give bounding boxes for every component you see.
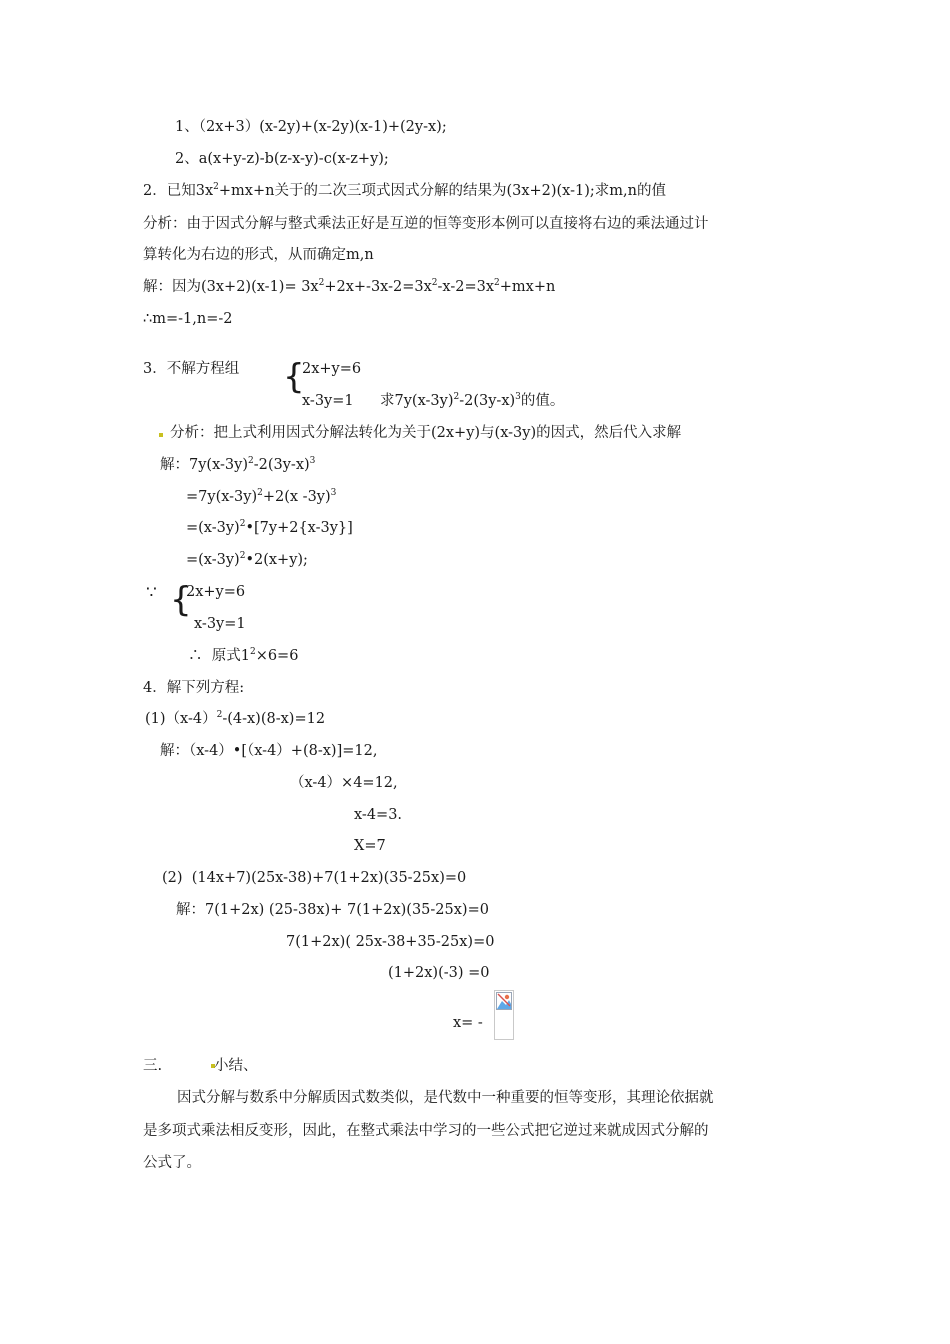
broken-image-icon (494, 990, 514, 1040)
result-3: ∴ 原式$1^2\times 6=6$ (188, 647, 299, 664)
problem-4-1-step-2: （x-4）×4=12, (290, 775, 398, 791)
analysis-3: 分析：把上式利用因式分解法转化为关于(2x+y)与(x-3y)的因式，然后代入求解 (170, 425, 682, 441)
system-1-eq1: 2x+y=6 (302, 361, 362, 377)
mn-result: ∴m=-1,n=-2 (143, 311, 233, 327)
system-brace-1: { (283, 357, 305, 397)
section-3-number: 三. (143, 1058, 163, 1074)
solution-3-line-4: $=(x-3y)^2•2(x+y)$; (186, 551, 308, 568)
problem-4-2-step-1: 解：7(1+2x) (25-38x)+ 7(1+2x)(35-25x)=0 (176, 902, 489, 918)
problem-4-2: (2) (14x+7)(25x-38)+7(1+2x)(35-25x)=0 (162, 870, 467, 886)
problem-4-2-step-3: (1+2x)(-3) =0 (388, 965, 490, 981)
question-4: 4．解下列方程: (143, 680, 245, 696)
problem-4-1-step-3: x-4=3. (354, 807, 403, 823)
system-2-eq2: x-3y=1 (194, 616, 246, 632)
summary-line-3: 公式了。 (143, 1155, 201, 1171)
section-3-title: 小结、 (214, 1058, 258, 1074)
summary-line-1: 因式分解与数系中分解质因式数类似，是代数中一种重要的恒等变形，其理论依据就 (177, 1090, 714, 1106)
analysis-line-1: 分析：由于因式分解与整式乘法正好是互逆的恒等变形本例可以直接将右边的乘法通过计 (143, 216, 709, 232)
analysis-line-2: 算转化为右边的形式，从而确定m,n (143, 247, 374, 263)
because-symbol: ∵ (146, 583, 157, 603)
question-3: 3．不解方程组 (143, 361, 240, 377)
system-brace-2: { (170, 580, 192, 620)
edit-mark (159, 433, 163, 437)
problem-4-1: $(1)(x-4)^2-(4-x)(8-x)=12$ (145, 710, 326, 727)
question-3-ask: 求$7y(x-3y)^2-2(3y-x)^3$的值。 (380, 392, 565, 409)
question-2: 2．已知$3x^2+mx+n$关于的二次三项式因式分解的结果为(3x+2)(x-1);求m,n的值 (143, 182, 666, 199)
problem-4-2-step-4: x= - (453, 1015, 483, 1031)
problem-4-1-step-1: 解：（x-4）•[（x-4）+(8-x)]=12, (160, 743, 378, 759)
problem-4-1-step-4: X=7 (354, 838, 386, 854)
summary-line-2: 是多项式乘法相反变形，因此，在整式乘法中学习的一些公式把它逆过来就成因式分解的 (143, 1123, 709, 1139)
problem-4-2-step-2: 7(1+2x)( 25x-38+35-25x)=0 (286, 934, 495, 950)
line-2: 2、a(x+y-z)-b(z-x-y)-c(x-z+y); (175, 151, 389, 167)
solution-3-line-1: 解：$7y(x-3y)^2-2(3y-x)^3$ (160, 456, 316, 473)
system-1-eq2: x-3y=1 (302, 393, 354, 409)
solution-3-line-3: $=(x-3y)^2•[7y+2\{x-3y\}]$ (186, 519, 353, 536)
solution-line: 解：因为$(3x+2)(x-1)= 3x^2+2x+-3x-2=3x^2-x-2=3x^2+mx+n$ (143, 278, 556, 295)
line-1: 1、（2x+3）(x-2y)+(x-2y)(x-1)+(2y-x); (175, 119, 447, 135)
system-2-eq1: 2x+y=6 (186, 584, 246, 600)
solution-3-line-2: $=7y(x-3y)^2+2(x$ -3y)$^3$ (186, 488, 337, 505)
